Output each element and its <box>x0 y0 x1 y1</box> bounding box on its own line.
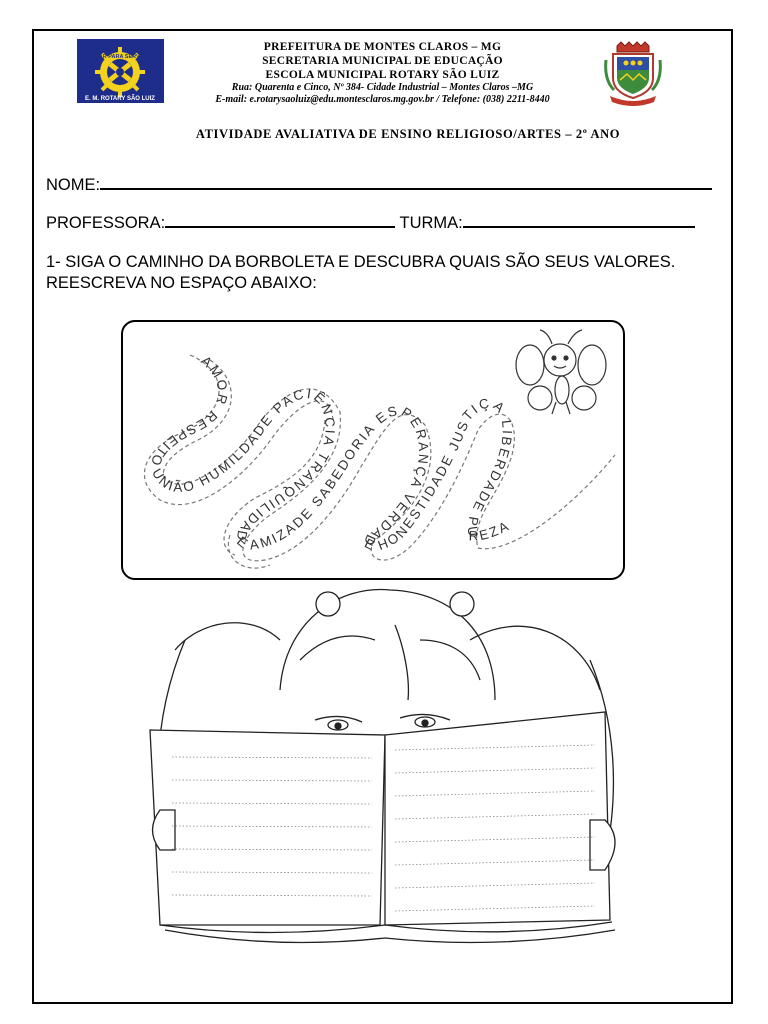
teacher-label: PROFESSORA: <box>46 214 166 232</box>
header-contact: E-mail: e.rotarysaoluiz@edu.montesclaros.mg.gov.br / Telefone: (038) 2211-8440 <box>215 94 550 105</box>
question-text: 1- SIGA O CAMINHO DA BORBOLETA E DESCUBRA QUAIS SÃO SEUS VALORES. REESCREVA NO ESPAÇO ABAIXO: <box>46 253 676 292</box>
teacher-class-row <box>46 212 695 233</box>
header-secretariat: SECRETARIA MUNICIPAL DE EDUCAÇÃO <box>262 55 503 67</box>
school-logo <box>77 39 164 103</box>
class-label: TURMA: <box>399 214 463 232</box>
maze-words: AMOR RESPEITO UNIÃO HUMILDADE PACIÊNCIA TRANQUILIDADE AMIZADE SABEDORIA ESPERANÇA VERDADE HONESTIDADE JUSTIÇA LIBERDADE PUREZA <box>147 352 515 555</box>
header-school: ESCOLA MUNICIPAL ROTARY SÃO LUIZ <box>265 69 500 81</box>
class-field[interactable] <box>463 212 695 228</box>
butterfly-path-box <box>121 320 625 580</box>
school-logo-name: E. M. ROTARY SÃO LUIZ <box>85 96 155 102</box>
header-address: Rua: Quarenta e Cinco, Nº 384- Cidade Industrial – Montes Claros –MG <box>231 82 534 93</box>
name-row <box>46 174 712 195</box>
activity-title: ATIVIDADE AVALIATIVA DE ENSINO RELIGIOSO/ARTES – 2º ANO <box>195 127 621 141</box>
document-header <box>170 40 595 106</box>
teacher-field[interactable] <box>165 212 395 228</box>
city-coat-of-arms <box>600 40 666 106</box>
name-field[interactable] <box>100 174 712 190</box>
header-city-hall: PREFEITURA DE MONTES CLAROS – MG <box>263 41 502 53</box>
name-label: NOME: <box>46 176 101 194</box>
school-logo-motto: DAR PARA SERVIR <box>94 54 146 60</box>
